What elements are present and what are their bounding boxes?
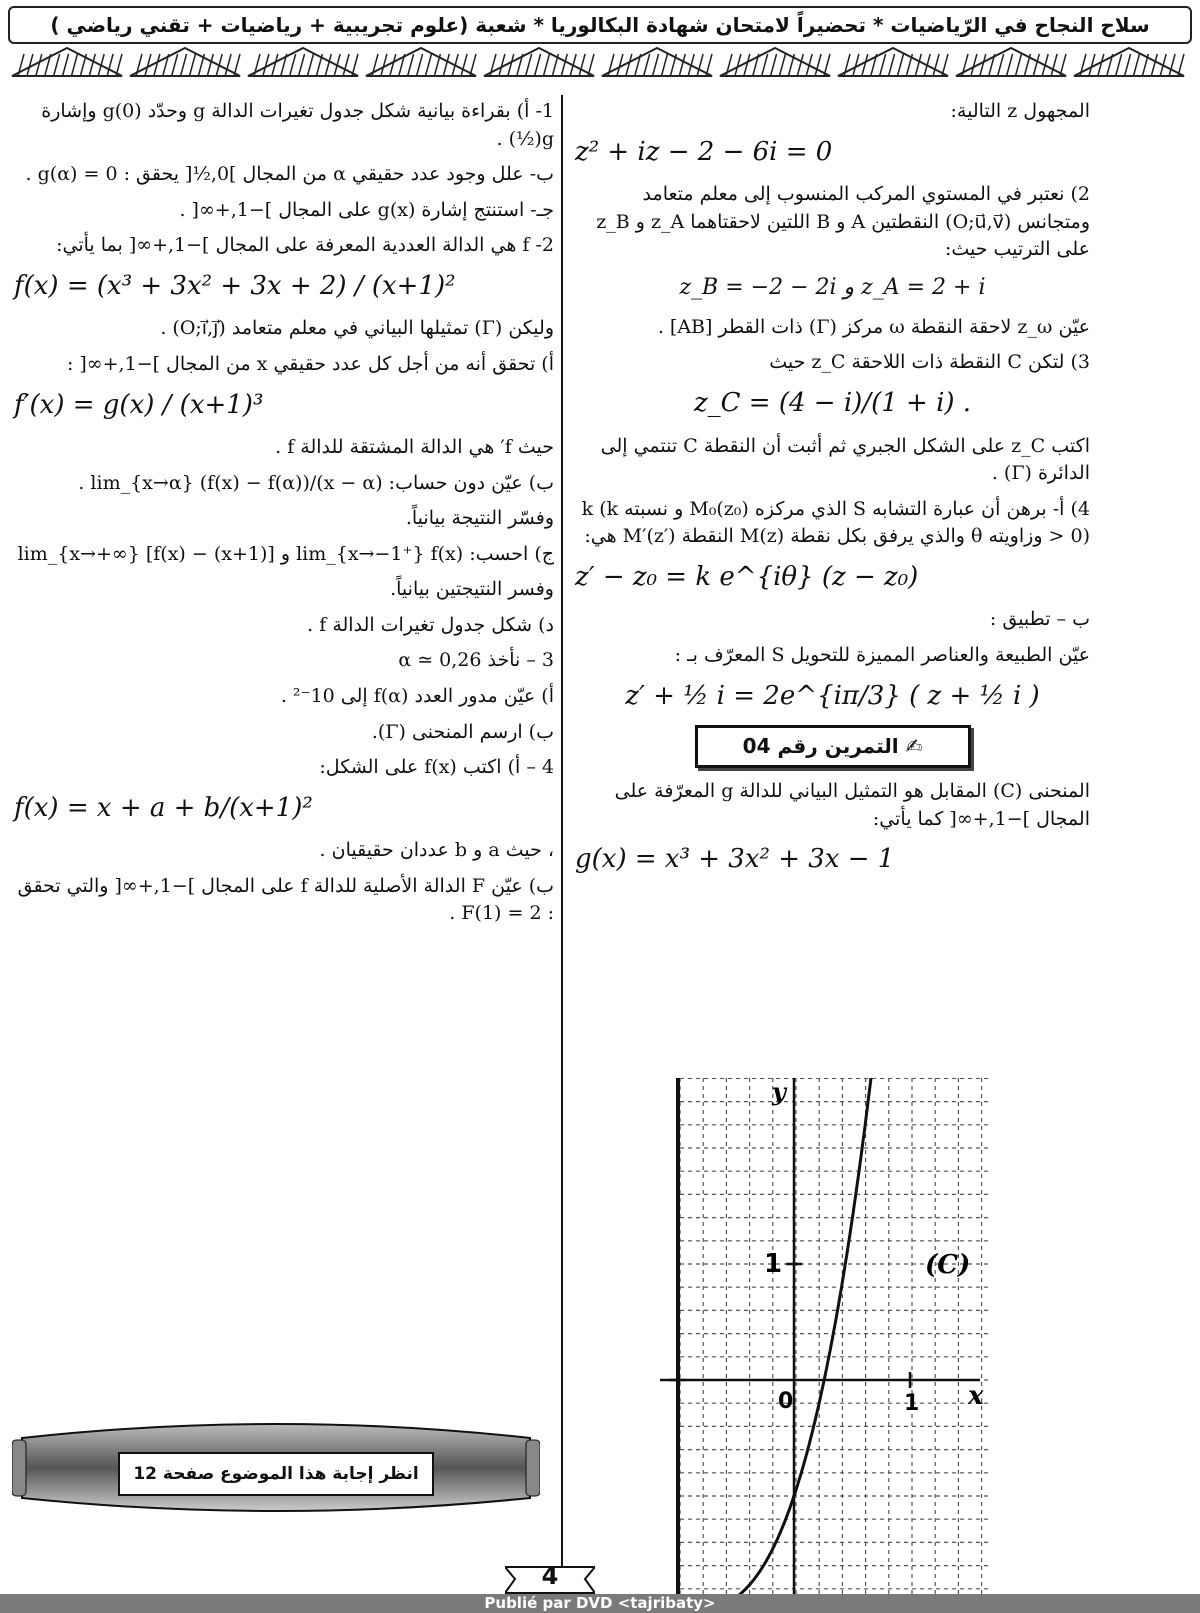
exercise-title: التمرين رقم 04 xyxy=(742,734,899,759)
page-header xyxy=(8,6,1192,44)
equation-transform: z′ + ½ i = 2e^{iπ/3} ( z + ½ i ) xyxy=(625,680,1040,711)
answer-banner-text: انظر إجابة هذا الموضوع صفحة 12 xyxy=(133,1464,419,1484)
text-line: عيّن z_ω لاحقة النقطة ω مركز (Γ) ذات القطر [AB] . xyxy=(657,315,1090,338)
text-line: ، حيث a و b عددان حقيقيان . xyxy=(319,839,554,862)
equation-form: f(x) = x + a + b/(x+1)² xyxy=(14,792,313,823)
graph-axes xyxy=(660,1078,980,1598)
equation-g: g(x) = x³ + 3x² + 3x − 1 xyxy=(575,844,895,875)
text-line: ب- علل وجود عدد حقيقي α من المجال ]0,½[ يحقق : g(α) = 0 . xyxy=(25,163,554,186)
text-line: أ) عيّن مدور العدد f(α) إلى 10⁻² . xyxy=(280,685,554,708)
curve-C xyxy=(678,1078,873,1598)
text-line: د) شكل جدول تغيرات الدالة f . xyxy=(307,613,554,636)
function-graph xyxy=(660,1078,1060,1598)
tick-x-label: 1 xyxy=(904,1391,920,1416)
equation-zC: z_C = (4 − i)/(1 + i) . xyxy=(693,387,972,418)
curve-label: (C) xyxy=(925,1250,971,1280)
text-line: 3) لتكن C النقطة ذات اللاحقة z_C حيث xyxy=(769,351,1090,374)
text-line: عيّن الطبيعة والعناصر المميزة للتحويل S المعرّف بـ : xyxy=(674,643,1090,666)
text-line: حيث f′ هي الدالة المشتقة للدالة f . xyxy=(275,436,554,459)
text-line: 1- أ) بقراءة بيانية شكل جدول تغيرات الدالة g وحدّد g(0) وإشارة g(½) . xyxy=(41,100,554,150)
answer-banner xyxy=(118,1452,434,1496)
text-line: ج) احسب: lim_{x→−1⁺} f(x) و lim_{x→+∞} [f(x) − (x+1)] xyxy=(17,542,554,565)
text-line: 4) أ- برهن أن عبارة التشابه S الذي مركزه M₀(z₀) و نسبته k (k > 0) وزاويته θ والذي يرفق بكل نقطة M(z) النقطة M′(z′) هي: xyxy=(581,497,1090,548)
text-line: المجهول z التالية: xyxy=(950,100,1090,122)
text-line: اكتب z_C على الشكل الجبري ثم أثبت أن النقطة C تنتمي إلى الدائرة (Γ) . xyxy=(600,434,1090,485)
axis-y-label: y xyxy=(772,1078,786,1106)
text-line: 2- f هي الدالة العددية المعرفة على المجال ]−1,+∞[ بما يأتي: xyxy=(56,234,554,257)
text-line: ب) عيّن F الدالة الأصلية للدالة f على المجال ]−1,+∞[ والتي تحقق : F(1) = 2 . xyxy=(17,874,554,925)
equation-z: z² + iz − 2 − 6i = 0 xyxy=(575,136,833,167)
tick-y-label: 1 xyxy=(764,1249,783,1279)
text-line: أ) تحقق أنه من أجل كل عدد حقيقي x من المجال ]−1,+∞[ : xyxy=(66,352,554,375)
column-divider xyxy=(561,95,563,1600)
header-title: سلاح النجاح في الرّياضيات * تحضيراً لامتحان شهادة البكالوريا * شعبة (علوم تجريبية + رياضيات + تقني رياضي ) xyxy=(50,13,1150,37)
footer-text: Publié par DVD <tajribaty> xyxy=(484,1594,716,1612)
text-line: وفسّر النتيجة بيانياً. xyxy=(405,507,554,530)
equation-f: f(x) = (x³ + 3x² + 3x + 2) / (x+1)² xyxy=(14,270,456,301)
axis-x-label: x xyxy=(968,1381,984,1411)
text-line: ب – تطبيق : xyxy=(989,608,1090,631)
origin-label: 0 xyxy=(778,1389,794,1414)
text-line: وليكن (Γ) تمثيلها البياني في معلم متعامد (O;i⃗,j⃗) . xyxy=(160,317,554,340)
footer-bar xyxy=(0,1594,1200,1613)
header-zigzag-band xyxy=(8,44,1188,78)
text-line: المنحنى (C) المقابل هو التمثيل البياني للدالة g المعرّفة على المجال ]−1,+∞[ كما يأتي: xyxy=(614,780,1090,830)
text-line: ب) عيّن دون حساب: lim_{x→α} (f(x) − f(α))/(x − α) . xyxy=(78,471,554,494)
exercise-title-box xyxy=(695,725,971,768)
right-column xyxy=(575,98,1090,889)
equation-similarity: z′ − z₀ = k e^{iθ} (z − z₀) xyxy=(575,561,919,592)
text-line: وفسر النتيجتين بيانياً. xyxy=(390,578,554,601)
text-line: 4 – أ) اكتب f(x) على الشكل: xyxy=(319,756,554,779)
graph-grid xyxy=(680,1078,990,1598)
text-line: جـ- استنتج إشارة g(x) على المجال ]−1,+∞[ . xyxy=(179,198,554,221)
page-number: 4 xyxy=(541,1562,559,1590)
equation-fprime: f′(x) = g(x) / (x+1)³ xyxy=(14,389,264,420)
equation-zA-zB: z_B = −2 − 2i و z_A = 2 + i xyxy=(679,274,986,300)
text-line: ب) ارسم المنحنى (Γ). xyxy=(371,720,554,743)
text-line: 3 – نأخذ α ≃ 0,26 xyxy=(398,649,554,672)
pencil-icon: ✍ xyxy=(898,734,923,759)
text-line: 2) نعتبر في المستوي المركب المنسوب إلى معلم متعامد ومتجانس (O;u⃗,v⃗) النقطتين A و B اللتين لاحقتاهما z_A و z_B على الترتيب حيث: xyxy=(596,183,1090,261)
left-column xyxy=(14,98,554,936)
